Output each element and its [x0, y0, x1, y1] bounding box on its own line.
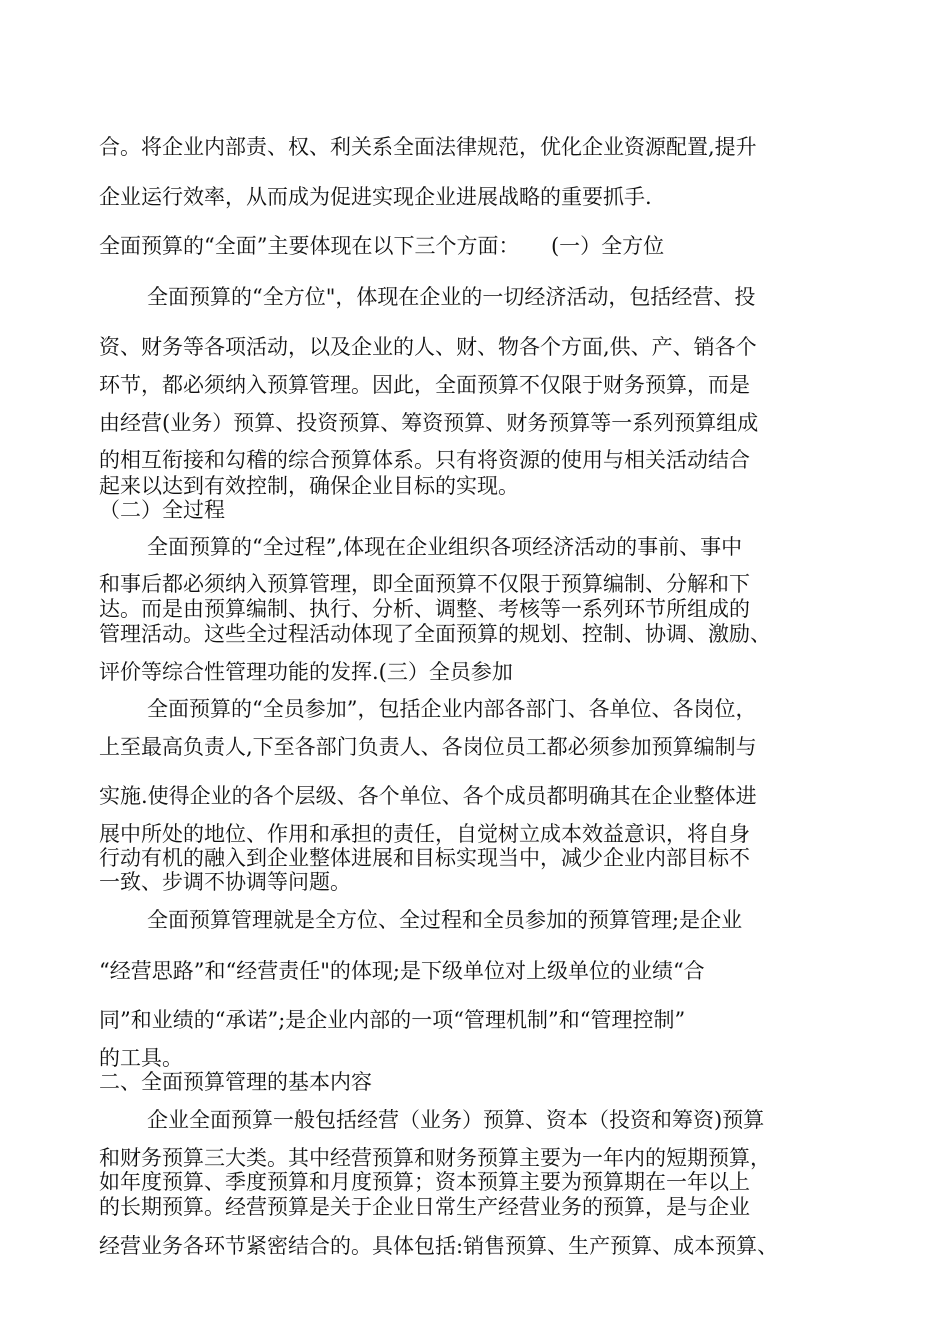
text-line: 一致、步调不协调等问题。: [99, 870, 351, 894]
text-line: 实施.使得企业的各个层级、各个单位、各个成员都明确其在企业整体进: [99, 784, 757, 808]
text-line: 经营业务各环节紧密结合的。具体包括:销售预算、生产预算、成本预算、: [99, 1234, 779, 1258]
text-line: 和财务预算三大类。其中经营预算和财务预算主要为一年内的短期预算，: [99, 1146, 771, 1170]
text-line: 达。而是由预算编制、执行、分析、调整、考核等一系列环节所组成的: [99, 597, 750, 621]
text-line: 企业全面预算一般包括经营（业务）预算、资本（投资和筹资)预算: [147, 1108, 765, 1132]
text-line: 全面预算的“全过程”,体现在企业组织各项经济活动的事前、事中: [147, 535, 743, 559]
text-line: 企业运行效率，从而成为促进实现企业进展战略的重要抓手.: [99, 185, 652, 209]
text-line: 展中所处的地位、作用和承担的责任，自觉树立成本效益意识，将自身: [99, 822, 750, 846]
text-line: 评价等综合性管理功能的发挥.(三）全员参加: [99, 660, 513, 684]
text-line: 的相互衔接和勾稽的综合预算体系。只有将资源的使用与相关活动结合: [99, 448, 750, 472]
text-line: 全面预算的“全员参加”，包括企业内部各部门、各单位、各岗位，: [147, 697, 757, 721]
text-line: 如年度预算、季度预算和月度预算；资本预算主要为预算期在一年以上: [99, 1170, 750, 1194]
text-line: 管理活动。这些全过程活动体现了全面预算的规划、控制、协调、激励、: [99, 622, 771, 646]
text-line: 全面预算管理就是全方位、全过程和全员参加的预算管理;是企业: [147, 908, 743, 932]
text-line: 行动有机的融入到企业整体进展和目标实现当中，减少企业内部目标不: [99, 846, 750, 870]
text-line: 起来以达到有效控制，确保企业目标的实现。: [99, 474, 519, 498]
section-heading: 二、全面预算管理的基本内容: [99, 1070, 372, 1094]
text-line: 全面预算的“全面”主要体现在以下三个方面： (一）全方位: [99, 234, 665, 258]
text-line: 同”和业绩的“承诺”;是企业内部的一项“管理机制”和“管理控制”: [99, 1008, 686, 1032]
text-line: 上至最高负责人,下至各部门负责人、各岗位员工都必须参加预算编制与: [99, 735, 757, 759]
text-line: 的长期预算。经营预算是关于企业日常生产经营业务的预算，是与企业: [99, 1195, 750, 1219]
text-line: 的工具。: [99, 1046, 183, 1070]
text-line: 由经营(业务）预算、投资预算、筹资预算、财务预算等一系列预算组成: [99, 411, 759, 435]
text-line: 和事后都必须纳入预算管理，即全面预算不仅限于预算编制、分解和下: [99, 572, 750, 596]
text-line: 环节，都必须纳入预算管理。因此，全面预算不仅限于财务预算，而是: [99, 373, 750, 397]
text-line: 资、财务等各项活动，以及企业的人、财、物各个方面,供、产、销各个: [99, 335, 757, 359]
text-line: 合。将企业内部责、权、利关系全面法律规范，优化企业资源配置,提升: [99, 135, 757, 159]
section-heading: （二）全过程: [99, 498, 225, 522]
text-line: “经营思路”和“经营责任"的体现;是下级单位对上级单位的业绩“合: [99, 959, 705, 983]
text-line: 全面预算的“全方位"，体现在企业的一切经济活动，包括经营、投: [147, 285, 756, 309]
